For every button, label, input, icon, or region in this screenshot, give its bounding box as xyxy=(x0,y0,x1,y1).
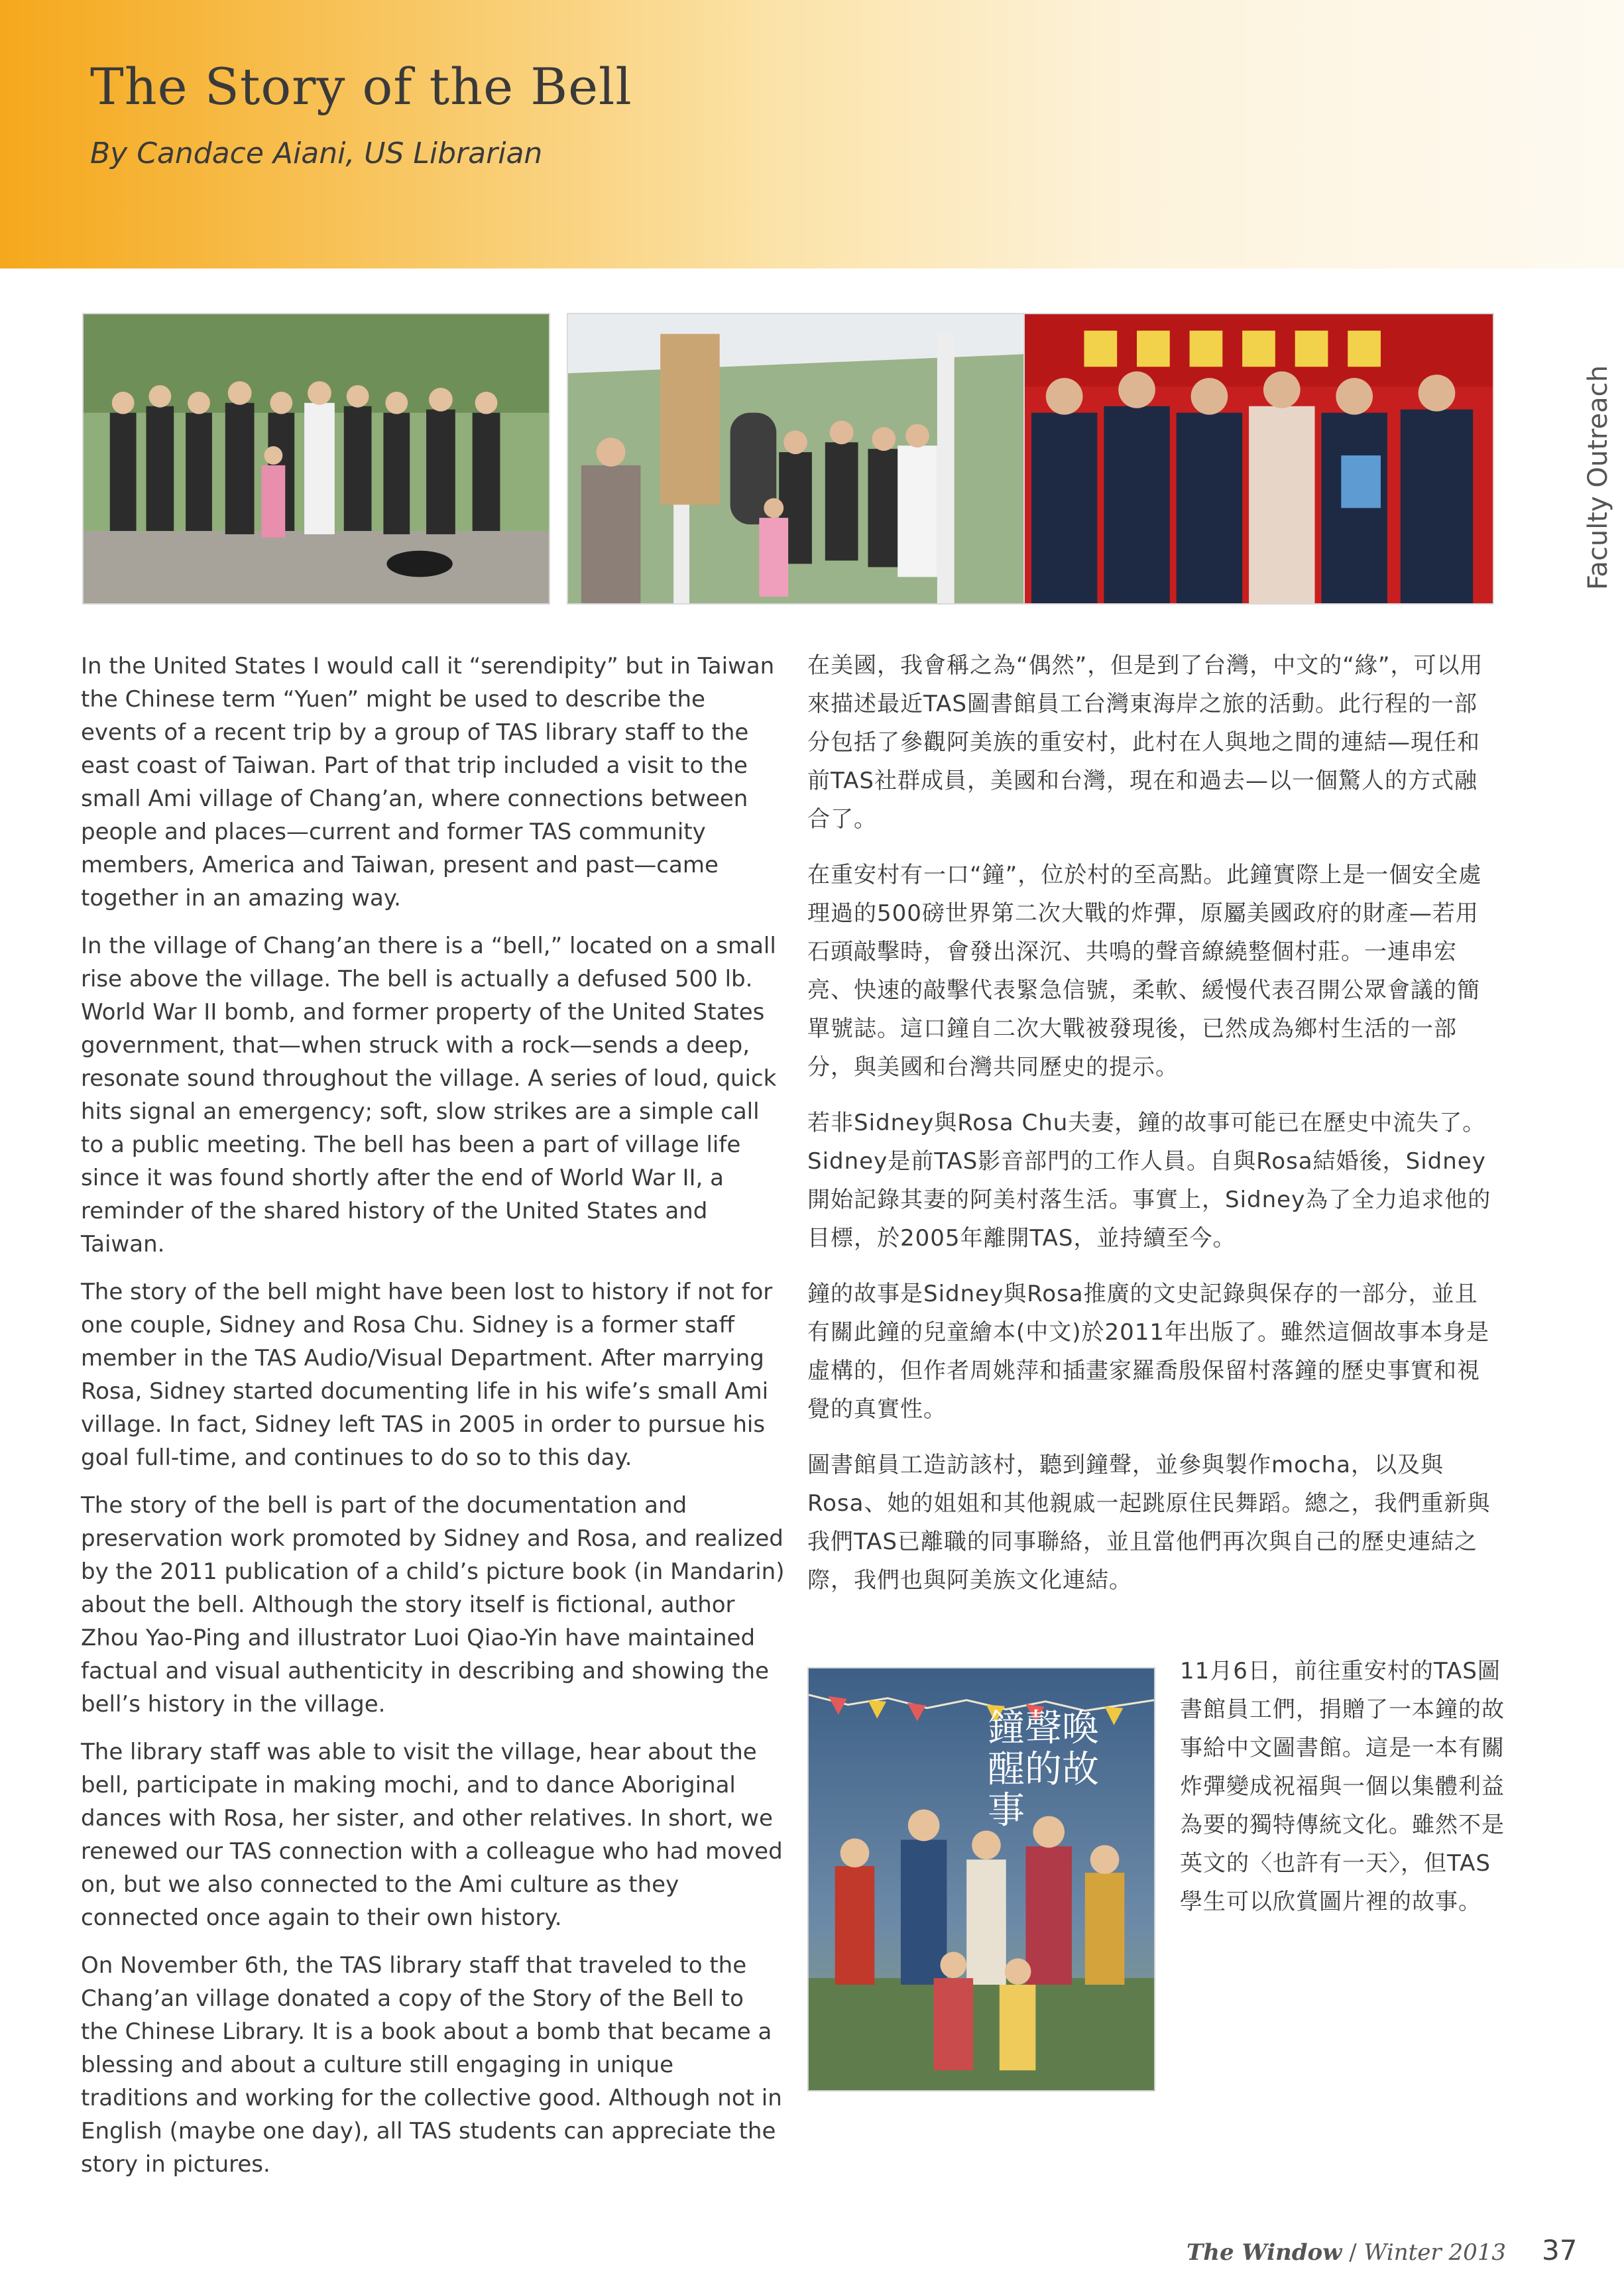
group-photo-bell xyxy=(567,313,1039,605)
chinese-paragraph: 鐘的故事是Sidney與Rosa推廣的文史記錄與保存的一部分，並且有關此鐘的兒童繪本(中文)於2011年出版了。雖然這個故事本身是虛構的，但作者周姚萍和插畫家羅喬殷保留村落鐘的歷史事實和視覺的真實性。 xyxy=(807,1281,1490,1423)
chinese-paragraph: 圖書館員工造訪該村，聽到鐘聲，並參與製作mocha，以及與Rosa、她的姐姐和其他親戚一起跳原住民舞蹈。總之，我們重新與我們TAS已離職的同事聯絡，並且當他們再次與自己的歷史連結之際，我們也與阿美族文化連結。 xyxy=(807,1452,1491,1594)
english-paragraph: The story of the bell might have been lost to history if not for one couple, Sidney and Rosa Chu. Sidney is a former staff member in the TAS Audio/Visual Department. After marrying Rosa, Sidney started documenting life in his wife’s small Ami village. In fact, Sidney left TAS in 2005 in order to pursue his goal full-time, and continues to do so to this day. xyxy=(81,1279,773,1471)
book-caption: 11月6日，前往重安村的TAS圖書館員工們，捐贈了一本鐘的故事給中文圖書館。這是一本有關炸彈變成祝福與一個以集體利益為要的獨特傳統文化。雖然不是英文的〈也許有一天〉，但TAS學生可以欣賞圖片裡的故事。 xyxy=(1180,1658,1505,1915)
english-paragraph: In the United States I would call it “serendipity” but in Taiwan the Chinese term “Yuen” might be used to describe the events of a recent trip by a group of TAS library staff to the east coast of Taiwan. Part of that trip included a visit to the small Ami village of Chang’an, where connections between people and places—current and former TAS community members, America and Taiwan, present and past—came together in an amazing way. xyxy=(81,653,775,911)
book-cover-title: 鐘聲喚醒的故事 xyxy=(988,1707,1099,1832)
header-banner xyxy=(0,0,1624,268)
group-photo-road xyxy=(82,313,550,605)
article-byline: By Candace Aiani, US Librarian xyxy=(90,137,543,170)
chinese-paragraph: 在重安村有一口“鐘”，位於村的至高點。此鐘實際上是一個安全處理過的500磅世界第二次大戰的炸彈，原屬美國政府的財產—若用石頭敲擊時，會發出深沉、共鳴的聲音繚繞整個村莊。一連串宏亮、快速的敲擊代表緊急信號，柔軟、緩慢代表召開公眾會議的簡單號誌。這口鐘自二次大戰被發現後，已然成為鄉村生活的一部分，與美國和台灣共同歷史的提示。 xyxy=(807,862,1482,1081)
article-title: The Story of the Bell xyxy=(90,57,632,116)
english-paragraph: The library staff was able to visit the village, hear about the bell, participate in making mochi, and to dance Aboriginal dances with Rosa, her sister, and other relatives. In short, we renewed our TAS connection with a colleague who had moved on, but we also connected to the Ami culture as they connected once again to their own history. xyxy=(81,1739,783,1931)
chinese-column xyxy=(807,646,1500,1617)
section-label: Faculty Outreach xyxy=(1583,365,1613,590)
group-photo-banner xyxy=(1023,313,1494,605)
issue-date: Winter 2013 xyxy=(1363,2239,1507,2266)
page-number: 37 xyxy=(1542,2234,1578,2266)
footer-publication xyxy=(1187,2239,1506,2266)
english-paragraph: In the village of Chang’an there is a “bell,” located on a small rise above the village. The bell is actually a defused 500 lb. World War II bomb, and former property of the United States government, that—when struck with a rock—sends a deep, resonate sound throughout the village. A series of loud, quick hits signal an emergency; soft, slow strikes are a simple call to a public meeting. The bell has been a part of village life since it was found shortly after the end of World War II, a reminder of the shared history of the United States and Taiwan. xyxy=(81,933,777,1258)
english-paragraph: On November 6th, the TAS library staff that traveled to the Chang’an village donated a copy of the Story of the Bell to the Chinese Library. It is a book about a bomb that became a blessing and about a culture still engaging in unique traditions and working for the collective good. Although not in English (maybe one day), all TAS students can appreciate the story in pictures. xyxy=(81,1952,782,2178)
publication-name: The Window xyxy=(1187,2239,1342,2266)
chinese-paragraph: 在美國，我會稱之為“偶然”，但是到了台灣，中文的“緣”，可以用來描述最近TAS圖書館員工台灣東海岸之旅的活動。此行程的一部分包括了參觀阿美族的重安村，此村在人與地之間的連結—現任和前TAS社群成員，美國和台灣，現在和過去—以一個驚人的方式融合了。 xyxy=(807,652,1483,833)
book-cover-image xyxy=(807,1667,1155,2091)
footer-separator: / xyxy=(1342,2239,1364,2266)
english-column xyxy=(81,650,787,2196)
chinese-paragraph: 若非Sidney與Rosa Chu夫妻，鐘的故事可能已在歷史中流失了。Sidney是前TAS影音部門的工作人員。自與Rosa結婚後，Sidney開始記錄其妻的阿美村落生活。事實上，Sidney為了全力追求他的目標，於2005年離開TAS，並持續至今。 xyxy=(807,1110,1491,1252)
english-paragraph: The story of the bell is part of the documentation and preservation work promoted by Sidney and Rosa, and realized by the 2011 publication of a child’s picture book (in Mandarin) about the bell. Although the story itself is fictional, author Zhou Yao-Ping and illustrator Luoi Qiao-Yin have maintained factual and visual authenticity in describing and showing the bell’s history in the village. xyxy=(81,1492,785,1718)
